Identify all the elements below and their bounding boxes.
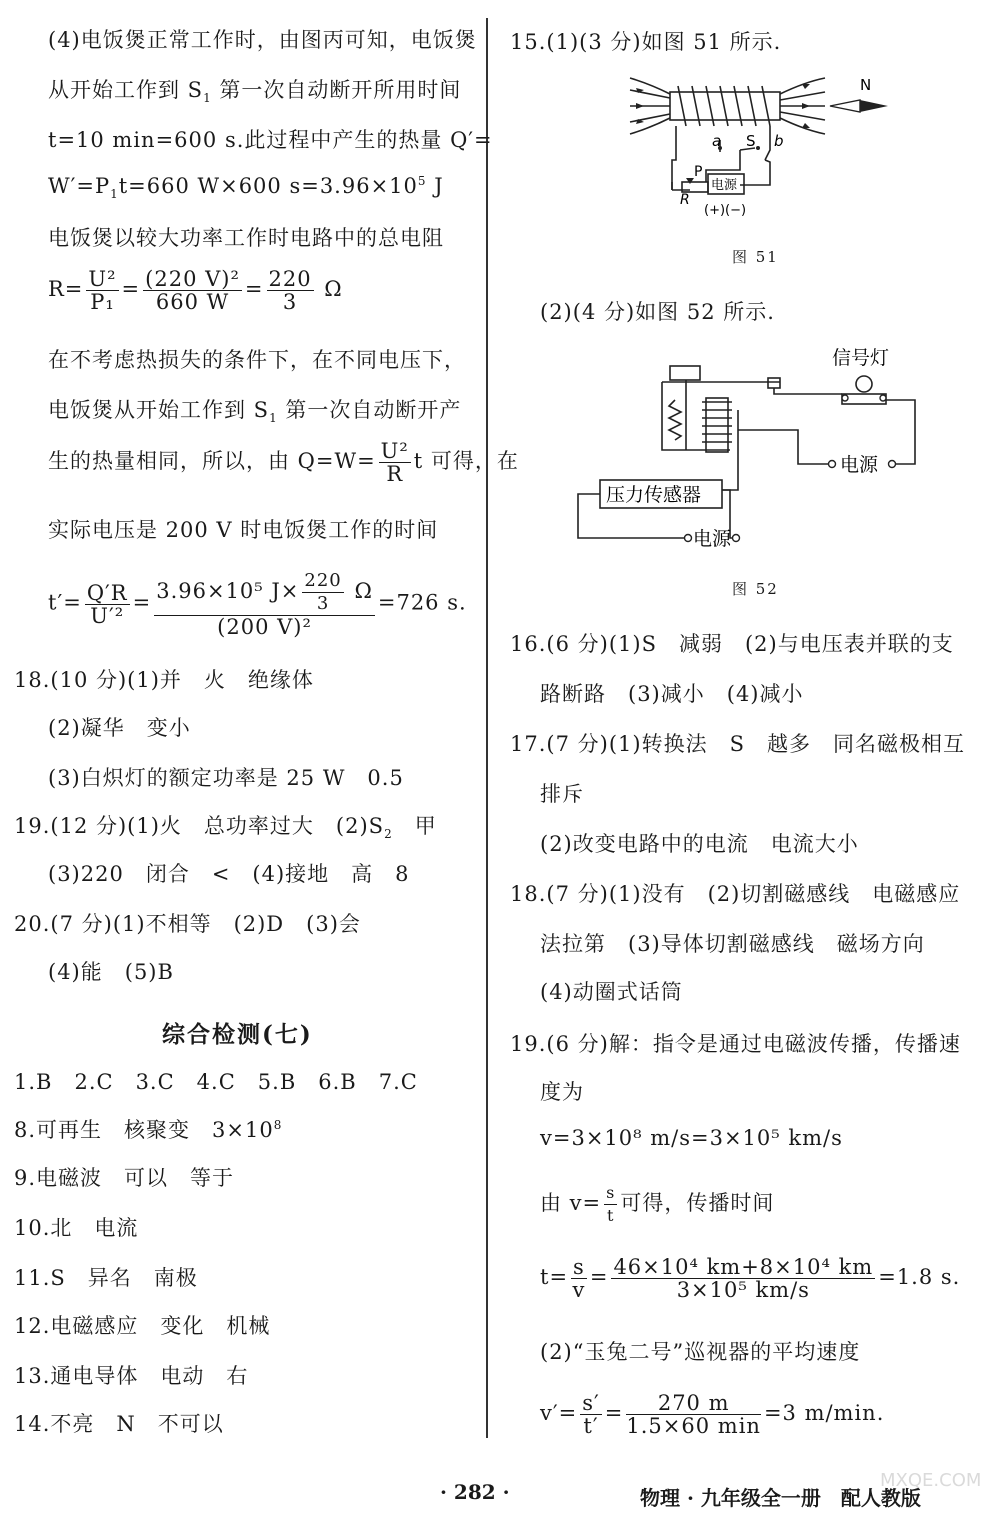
formula-average-speed: v′= $\frac{s'}{t'}$ = $\frac{270 m}{1.5\times 60 \min}$ =3 m/min. bbox=[540, 1391, 885, 1438]
watermark: MXQE.COM bbox=[880, 1470, 982, 1491]
answer-15-2: (2)(4 分)如图 52 所示. bbox=[540, 300, 775, 324]
answer-14: 14.不亮 N 不可以 bbox=[14, 1412, 224, 1436]
answer-12: 12.电磁感应 变化 机械 bbox=[14, 1314, 271, 1338]
switch-label: S bbox=[746, 132, 756, 150]
figure-52-caption: 图 52 bbox=[732, 580, 779, 598]
answer-9: 9.电磁波 可以 等于 bbox=[14, 1166, 235, 1190]
answer-line: 法拉第 (3)导体切割磁感线 磁场方向 bbox=[540, 932, 925, 956]
book-title: 物理 · 九年级全一册 配人教版 bbox=[640, 1486, 921, 1510]
answer-line: (2)改变电路中的电流 电流大小 bbox=[540, 832, 859, 856]
figure-51-caption: 图 51 bbox=[732, 248, 779, 266]
formula-line: 由 v= $\frac{s}{t}$ 可得，传播时间 bbox=[540, 1183, 775, 1225]
text-line: 电饭煲从开始工作到 $S_1$ 第一次自动断开产 bbox=[48, 398, 462, 426]
power-source-label: 电源 bbox=[711, 178, 738, 193]
answer-line: (4)能 (5)B bbox=[48, 960, 174, 984]
answer-18: 18.(7 分)(1)没有 (2)切割磁感线 电磁感应 bbox=[510, 882, 961, 906]
formula-speed: v=3×10⁸ m/s=3×10⁵ km/s bbox=[540, 1126, 843, 1150]
column-divider bbox=[486, 18, 488, 1438]
answer-line: 度为 bbox=[540, 1080, 584, 1104]
figure-51-solenoid-diagram bbox=[620, 70, 890, 235]
text-line: 电饭煲以较大功率工作时电路中的总电阻 bbox=[48, 226, 444, 250]
answer-19: 19.(6 分)解：指令是通过电磁波传播，传播速 bbox=[510, 1032, 961, 1056]
answer-17: 17.(7 分)(1)转换法 S 越多 同名磁极相互 bbox=[510, 732, 965, 756]
answer-line: 路断路 (3)减小 (4)减小 bbox=[540, 682, 804, 706]
answer-8: 8.可再生 核聚变 $3\times 10^8$ bbox=[14, 1118, 283, 1142]
answer-13: 13.通电导体 电动 右 bbox=[14, 1364, 249, 1388]
formula-line: 生的热量相同，所以，由 Q=W= $\frac{\text{U²}}{R}$ t 可得，在 bbox=[48, 439, 519, 486]
formula-resistance: R= $\frac{\text{U²}}{\text{P₁}}$ = $\frac{\text{(220 V)²}}{660 W}$ = $\frac{220}{3}$ Ω bbox=[48, 267, 343, 314]
answer-11: 11.S 异名 南极 bbox=[14, 1266, 198, 1290]
polarity-label: (+)(−) bbox=[704, 203, 747, 218]
resistor-label: R bbox=[680, 192, 690, 208]
answer-19: 19.(12 分)(1)火 总功率过大 $(2)S_2$ 甲 bbox=[14, 814, 437, 842]
text-line: (4)电饭煲正常工作时，由图丙可知，电饭煲 bbox=[48, 28, 477, 52]
answer-line: 排斥 bbox=[540, 782, 584, 806]
terminal-a: a bbox=[712, 132, 722, 150]
text-line: 实际电压是 200 V 时电饭煲工作的时间 bbox=[48, 518, 439, 542]
answer-10: 10.北 电流 bbox=[14, 1216, 139, 1240]
figure-52-relay-diagram bbox=[570, 340, 930, 560]
terminal-b: b bbox=[774, 132, 784, 150]
answer-line: (3)220 闭合 < (4)接地 高 8 bbox=[48, 862, 410, 886]
answer-16: 16.(6 分)(1)S 减弱 (2)与电压表并联的支 bbox=[510, 632, 954, 656]
page-number: · 282 · bbox=[440, 1480, 510, 1504]
formula-propagation-time: t= $\frac{s}{v}$ = $\frac{\text{46×10⁴ km+8×10⁴ km}}{\text{3×10⁵ km/s}}$ =1.8 s. bbox=[540, 1255, 961, 1302]
text-line: $W'=P_1t=660$ W×600 $s=3.96\times 10^5$ J bbox=[48, 174, 444, 202]
answer-line: (2)“玉兔二号”巡视器的平均速度 bbox=[540, 1340, 861, 1364]
answer-18: 18.(10 分)(1)并 火 绝缘体 bbox=[14, 668, 314, 692]
formula-time: t′= $\frac{Q'R}{\text{U′²}}$ = 3.96×10⁵ J× $\frac{220}{3}$ Ω (200 V)² =726 s. bbox=[48, 570, 467, 639]
answer-15: 15.(1)(3 分)如图 51 所示. bbox=[510, 30, 782, 54]
text-line: 在不考虑热损失的条件下，在不同电压下， bbox=[48, 348, 466, 372]
answer-line: (3)白炽灯的额定功率是 25 W 0.5 bbox=[48, 766, 404, 790]
answer-line: (2)凝华 变小 bbox=[48, 716, 191, 740]
text-line: t=10 min=600 s.此过程中产生的热量 Q′= bbox=[48, 128, 493, 152]
power-source-2-label: 电源 bbox=[693, 528, 732, 550]
answer-line: (4)动圈式话筒 bbox=[540, 980, 683, 1004]
answer-20: 20.(7 分)(1)不相等 (2)D (3)会 bbox=[14, 912, 361, 936]
north-label: N bbox=[860, 76, 872, 94]
slider-label: P bbox=[694, 164, 703, 180]
power-source-1-label: 电源 bbox=[840, 454, 879, 476]
signal-lamp-label: 信号灯 bbox=[832, 347, 890, 369]
answer-1-7: 1.B 2.C 3.C 4.C 5.B 6.B 7.C bbox=[14, 1070, 418, 1094]
pressure-sensor-label: 压力传感器 bbox=[606, 484, 702, 506]
text-line: 从开始工作到 $S_1$ 第一次自动断开所用时间 bbox=[48, 78, 462, 106]
section-heading: 综合检测(七) bbox=[162, 1021, 313, 1048]
